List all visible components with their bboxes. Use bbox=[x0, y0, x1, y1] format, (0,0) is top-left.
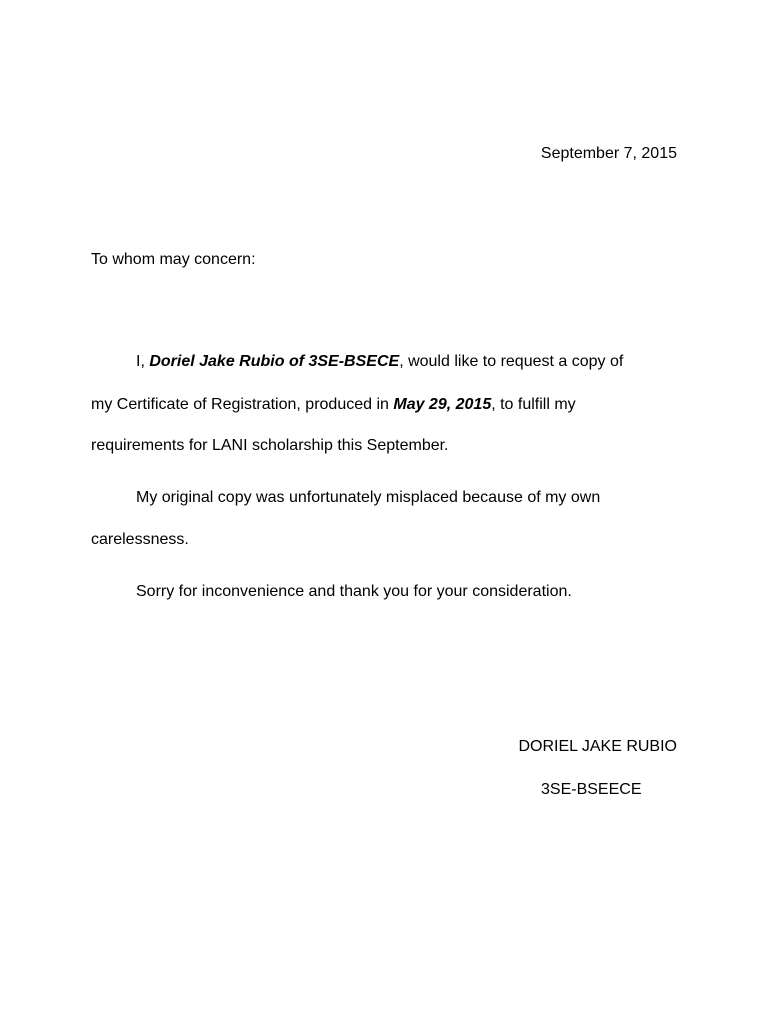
text-run: my Certificate of Registration, produced in bbox=[91, 396, 394, 413]
signature-section: 3SE-BSEECE bbox=[541, 781, 642, 798]
paragraph-1-line-2 bbox=[91, 396, 576, 414]
letter-date: September 7, 2015 bbox=[540, 145, 677, 162]
paragraph-2-line-1: My original copy was unfortunately misplaced because of my own bbox=[136, 489, 601, 506]
text-run: , would like to request a copy of bbox=[399, 353, 624, 370]
registration-date-emphasis: May 29, 2015 bbox=[393, 396, 492, 413]
signature-name: DORIEL JAKE RUBIO bbox=[518, 738, 677, 755]
salutation: To whom may concern: bbox=[91, 251, 256, 268]
paragraph-2-line-2: carelessness. bbox=[91, 531, 189, 548]
paragraph-1-line-1 bbox=[136, 353, 623, 371]
paragraph-1-line-3: requirements for LANI scholarship this September. bbox=[91, 437, 449, 454]
student-name-emphasis: Doriel Jake Rubio of 3SE-BSECE bbox=[149, 353, 400, 370]
text-run: I, bbox=[136, 353, 150, 370]
text-run: , to fulfill my bbox=[491, 396, 576, 413]
paragraph-3: Sorry for inconvenience and thank you for your consideration. bbox=[136, 583, 572, 600]
